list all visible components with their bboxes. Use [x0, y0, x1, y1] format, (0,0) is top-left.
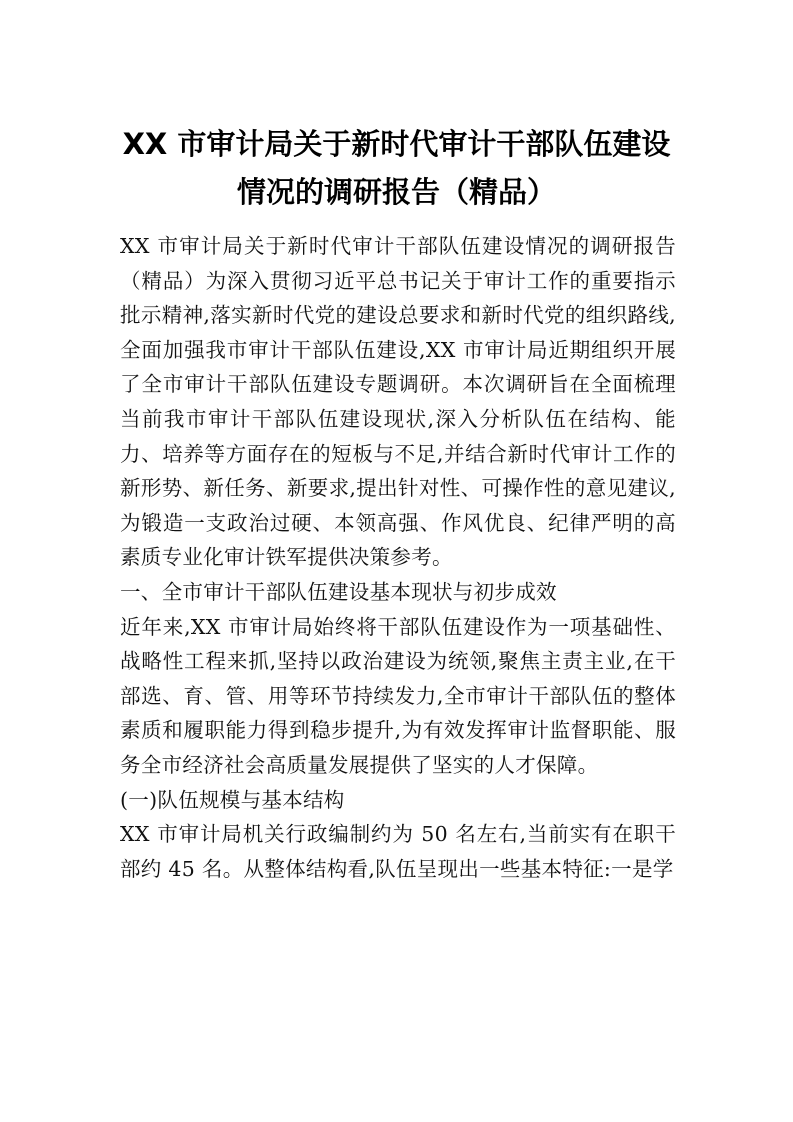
subsection-heading-1: (一)队伍规模与基本结构	[120, 787, 345, 812]
document-title-line-2: 情况的调研报告（精品）	[236, 175, 556, 209]
document-title-line-1: XX 市审计局关于新时代审计干部队伍建设	[122, 127, 671, 161]
intro-paragraph: XX 市审计局关于新时代审计干部队伍建设情况的调研报告（精品）为深入贯彻习近平总书记关于审计工作的重要指示批示精神,落实新时代党的建设总要求和新时代党的组织路线,全面加强我市审计干部队伍建设,XX 市审计局近期组织开展了全市审计干部队伍建设专题调研。本次调研旨在全面梳理当前我市审计干部队伍建设现状,深入分析队伍在结构、能力、培养等方面存在的短板与不足,并结合新时代审计工作的新形势、新任务、新要求,提出针对性、可操作性的意见建议,为锻造一支政治过硬、本领高强、作风优良、纪律严明的高素质专业化审计铁军提供决策参考。	[120, 234, 676, 570]
document-body	[120, 229, 676, 886]
subsection-1-paragraph: XX 市审计局机关行政编制约为 50 名左右,当前实有在职干部约 45 名。从整体结构看,队伍呈现出一些基本特征:一是学	[120, 822, 676, 881]
section-heading-1: 一、全市审计干部队伍建设基本现状与初步成效	[120, 579, 557, 604]
section-1-paragraph: 近年来,XX 市审计局始终将干部队伍建设作为一项基础性、战略性工程来抓,坚持以政治建设为统领,聚焦主责主业,在干部选、育、管、用等环节持续发力,全市审计干部队伍的整体素质和履职能力得到稳步提升,为有效发挥审计监督职能、服务全市经济社会高质量发展提供了坚实的人才保障。	[120, 614, 676, 777]
